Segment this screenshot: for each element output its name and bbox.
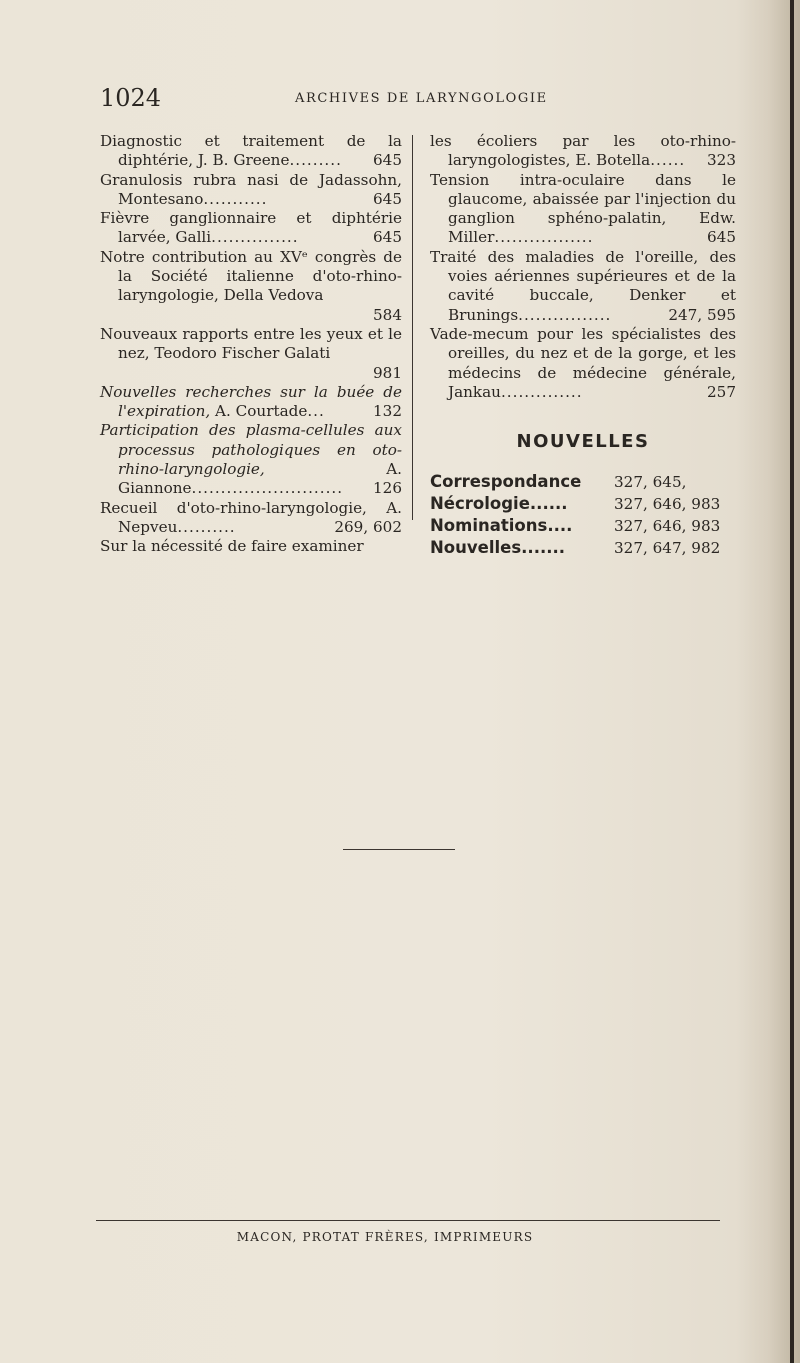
entry-text: A. Giannone (118, 460, 402, 498)
news-row (430, 471, 736, 493)
news-label: Nécrologie...... (430, 494, 568, 514)
entry-title-italic: Participation des plasma-cellules aux processus pathologiques en oto-rhino-laryngologie, (100, 421, 402, 479)
entry-text: Traité des maladies de l'oreille, des voies aériennes supérieures et de la cavité buccale, Denker et Brunings (430, 247, 736, 324)
section-title-nouvelles: NOUVELLES (516, 431, 650, 453)
entry-text: Diagnostic et traitement de la diphtérie, J. B. Greene (100, 132, 402, 170)
index-entry (100, 132, 402, 171)
news-label: Nouvelles....... (430, 538, 566, 558)
right-column (430, 132, 736, 559)
entry-text: Nouveaux rapports entre les yeux et le nez, Teodoro Fischer Galati (100, 324, 402, 363)
index-entry (100, 209, 402, 248)
page-ref: 132 (373, 402, 402, 421)
book-spine-edge (790, 0, 794, 1363)
running-title: ARCHIVES DE LARYNGOLOGIE (295, 91, 548, 106)
leader-dots: .......................... (191, 479, 344, 498)
footer-rule (96, 1220, 720, 1221)
news-row (430, 493, 736, 515)
index-entry (100, 499, 402, 538)
page-ref: 247, 595 (668, 305, 736, 324)
page-ref: 645 (373, 228, 402, 247)
left-column (100, 132, 402, 557)
page-ref: 269, 602 (334, 517, 402, 536)
entry-text: Notre contribution au XVᵉ congrès de la Société italienne d'oto-rhino-laryngologie, Della Vedova (100, 247, 402, 305)
entry-text: Recueil d'oto-rhino-laryngologie, A. Nepveu (100, 498, 402, 536)
page-ref: 645 (373, 151, 402, 170)
leader-dots: .......... (177, 517, 236, 536)
page-number: 1024 (100, 84, 162, 112)
news-refs: 327, 646, 983 (614, 495, 721, 514)
index-entry (100, 383, 402, 422)
leader-dots: .............. (500, 382, 583, 401)
leader-dots: ......... (289, 151, 342, 170)
news-label: Nominations.... (430, 516, 573, 536)
index-entry (100, 421, 402, 498)
index-entry (430, 171, 736, 248)
page-ref: 126 (373, 479, 402, 498)
leader-dots: ........... (203, 189, 268, 208)
page-ref: 323 (707, 151, 736, 170)
middle-rule (343, 849, 455, 850)
entry-text: Sur la nécessité de faire examiner (100, 537, 364, 556)
news-refs: 327, 647, 982 (614, 539, 721, 558)
page-ref: 257 (707, 382, 736, 401)
entry-title-italic: Nouvelles recherches sur la buée de l'expiration, (100, 382, 402, 421)
page-ref: 645 (373, 189, 402, 208)
leader-dots: ............... (211, 228, 299, 247)
page-header (100, 84, 740, 114)
index-entry (100, 325, 402, 383)
entry-text: Vade-mecum pour les spécialistes des oreilles, du nez et de la gorge, et les médecins de médecine générale, Jankau (430, 324, 736, 401)
leader-dots: ... (307, 402, 325, 421)
leader-dots: ................. (494, 228, 594, 247)
news-row (430, 515, 736, 537)
news-row (430, 537, 736, 559)
printer-imprint: MACON, PROTAT FRÈRES, IMPRIMEURS (236, 1230, 534, 1244)
page-ref: 981 (373, 363, 402, 382)
column-divider (412, 135, 413, 520)
index-entry (430, 325, 736, 402)
index-entry (100, 248, 402, 325)
news-refs: 327, 645, (614, 473, 687, 492)
entry-text: les écoliers par les oto-rhino-laryngologistes, E. Botella (430, 132, 736, 170)
news-refs: 327, 646, 983 (614, 517, 721, 536)
entry-text: Tension intra-oculaire dans le glaucome, abaissée par l'injection du ganglion sphéno-palatin, Edw. Miller (430, 170, 736, 247)
page-ref: 645 (707, 228, 736, 247)
index-entry (100, 171, 402, 210)
leader-dots: ................ (518, 305, 612, 324)
index-entry (100, 537, 402, 556)
page-ref: 584 (373, 305, 402, 324)
entry-text: Granulosis rubra nasi de Jadassohn, Montesano (100, 170, 402, 208)
index-entry (430, 248, 736, 325)
index-entry (430, 132, 736, 171)
entry-text: Fièvre ganglionnaire et diphtérie larvée, Galli (100, 209, 402, 247)
entry-text: A. Courtade (210, 402, 308, 421)
news-label: Correspondance (430, 472, 582, 492)
leader-dots: ...... (650, 151, 686, 170)
